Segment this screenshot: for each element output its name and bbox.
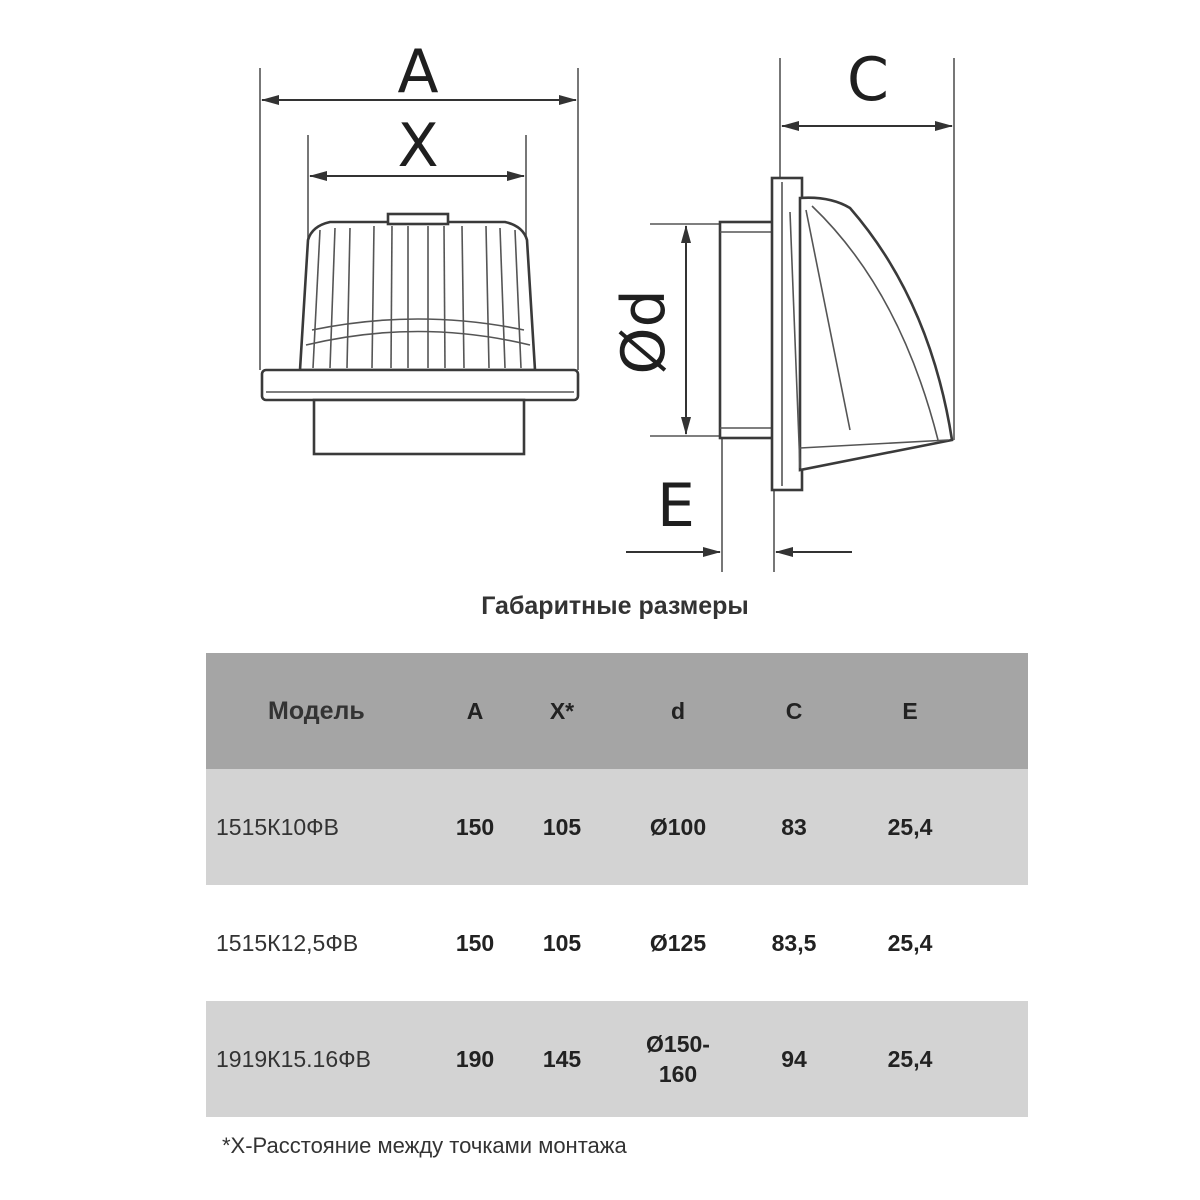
- cell-model: 1515К10ФВ: [216, 814, 339, 840]
- table-row: [206, 885, 1028, 1001]
- cell-x: 105: [542, 814, 582, 840]
- cell-a: 150: [455, 930, 495, 956]
- label-a: A: [397, 37, 439, 107]
- label-c: C: [847, 45, 889, 115]
- cell-a: 190: [455, 1046, 495, 1072]
- table-header-row: [206, 653, 1028, 769]
- cell-d: Ø125: [649, 930, 707, 956]
- cell-x: 145: [542, 1046, 582, 1072]
- cell-x: 105: [542, 930, 582, 956]
- cell-e: 25,4: [887, 1046, 933, 1072]
- footnote: *X-Расстояние между точками монтажа: [222, 1133, 627, 1158]
- side-view: [609, 45, 954, 572]
- dimensions-table: [206, 653, 1028, 1117]
- cell-d: Ø150- 160: [646, 1031, 710, 1087]
- label-x: X: [397, 111, 439, 181]
- cell-c: 83: [781, 814, 807, 840]
- header-x: X*: [549, 698, 575, 724]
- page-title: Габаритные размеры: [481, 592, 749, 620]
- cell-e: 25,4: [887, 814, 933, 840]
- header-e: E: [902, 698, 918, 724]
- cell-d: Ø100: [649, 814, 707, 840]
- cell-e: 25,4: [887, 930, 933, 956]
- table-row: [206, 1001, 1028, 1117]
- header-c: C: [785, 698, 803, 724]
- cell-c: 83,5: [771, 930, 817, 956]
- header-model: Модель: [268, 697, 365, 725]
- label-d: Ød: [609, 289, 679, 375]
- cell-a: 150: [455, 814, 495, 840]
- table-row: [206, 769, 1028, 885]
- cell-c: 94: [781, 1046, 807, 1072]
- front-view: [260, 37, 578, 454]
- label-e: E: [657, 471, 695, 541]
- technical-drawing: [0, 0, 1200, 590]
- cell-model: 1515К12,5ФВ: [216, 930, 359, 956]
- header-a: A: [466, 698, 484, 724]
- cell-model: 1919К15.16ФВ: [216, 1046, 371, 1072]
- header-d: d: [670, 698, 686, 724]
